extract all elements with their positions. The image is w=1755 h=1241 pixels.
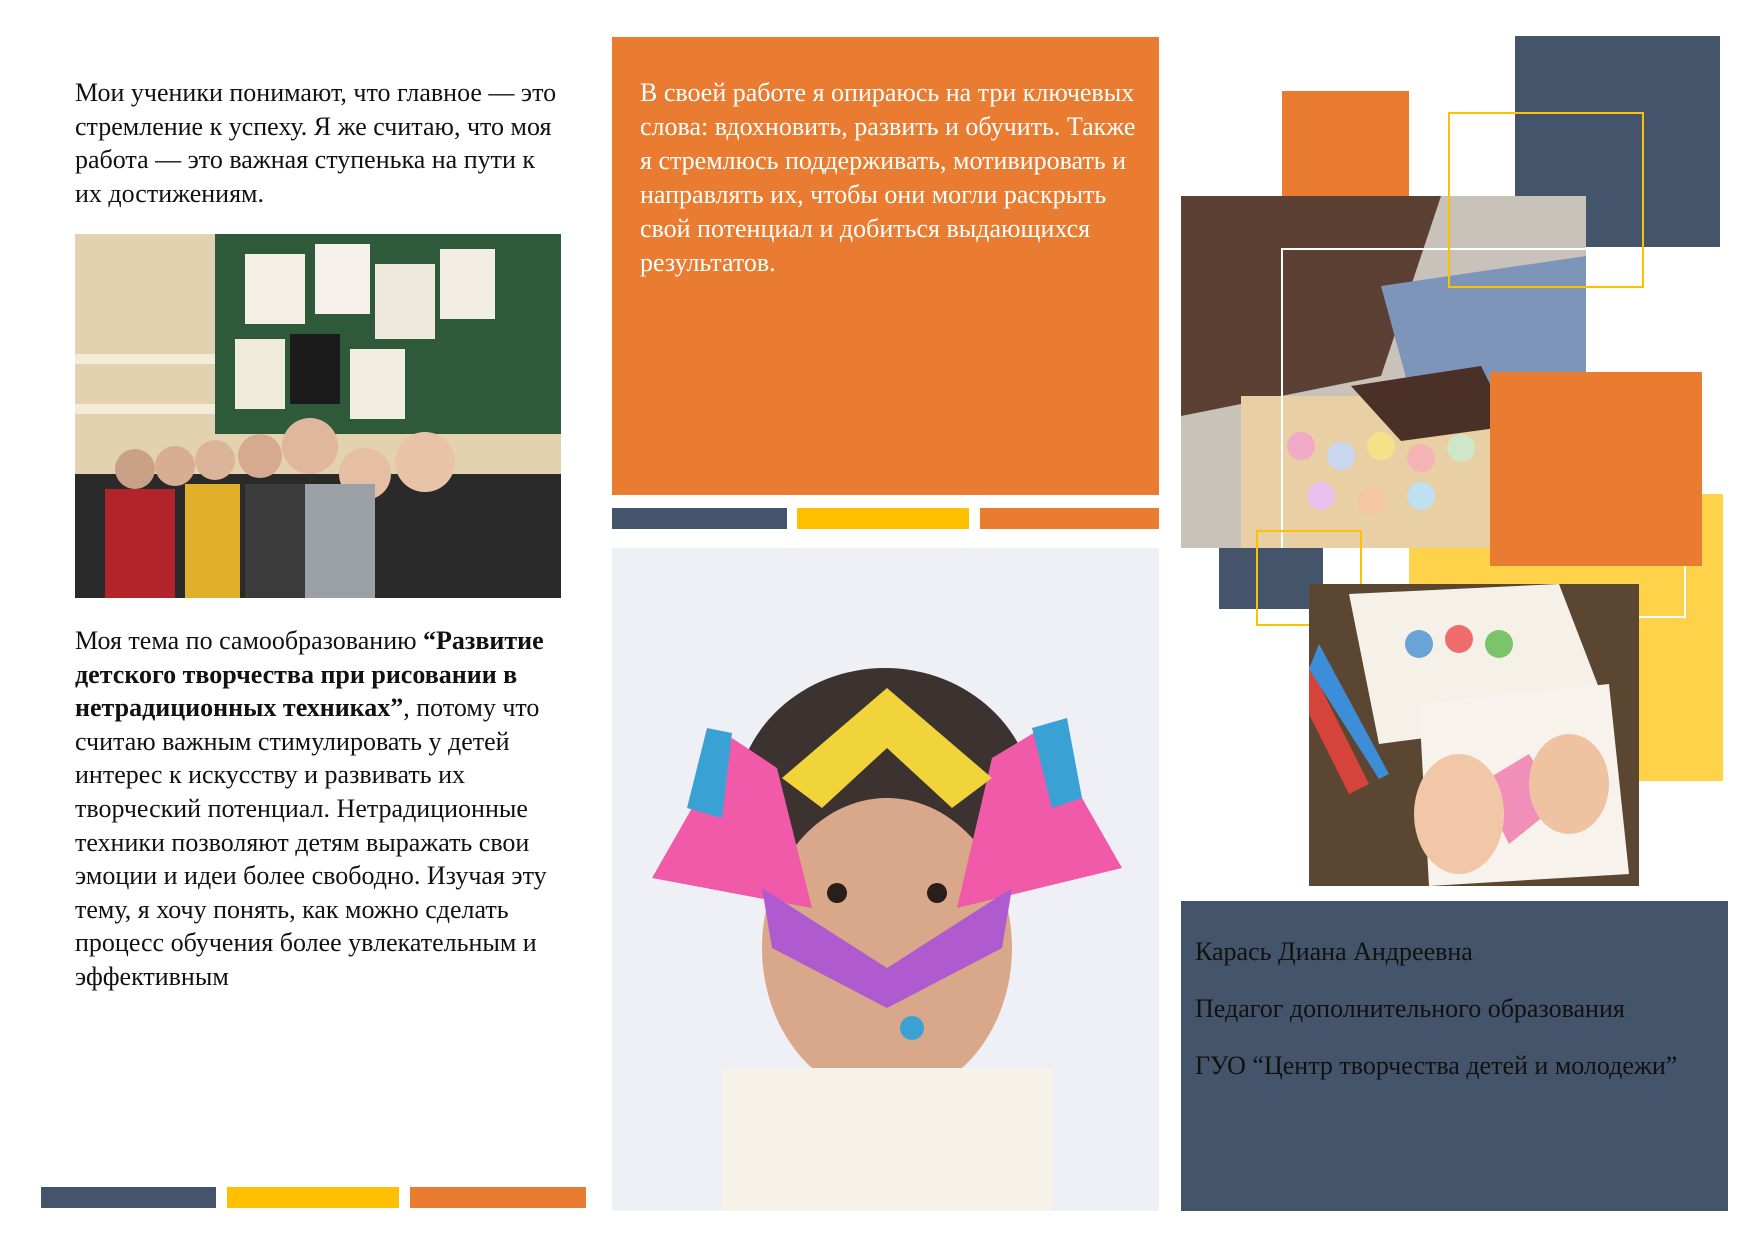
topic-body: , потому что считаю важным стимулировать у детей интерес к искусству и развивать их творческий потенциал. Нетрадиционные техники позволяют детям выражать свои эмоции и идеи более свободно. Изучая эту тему, я хочу понять, как можно сделать процесс обучения более увлекательным и эффективным <box>75 693 547 991</box>
child-drawing-photo <box>1309 584 1639 886</box>
yellow-outline-square-top <box>1448 112 1644 288</box>
intro-paragraph: Мои ученики понимают, что главное — это стремление к успеху. Я же считаю, что моя работа — это важная ступенька на пути к их достижениям. <box>75 78 557 208</box>
author-position: Педагог дополнительного образования <box>1195 994 1625 1023</box>
divider-bar-navy <box>612 508 787 529</box>
author-organization: ГУО “Центр творчества детей и молодежи” <box>1195 1051 1678 1080</box>
footer-bar-yellow-left <box>227 1187 399 1208</box>
footer-bar-orange-left <box>410 1187 586 1208</box>
author-name: Карась Диана Андреевна <box>1195 937 1473 966</box>
footer-bar-navy-left <box>41 1187 216 1208</box>
divider-bar-orange <box>980 508 1159 529</box>
orange-square-middle <box>1490 372 1702 566</box>
students-classroom-photo <box>75 234 561 598</box>
topic-title: “Развитие детского творчества при рисовании в нетрадиционных техниках” <box>75 626 544 723</box>
quote-text: В своей работе я опираюсь на три ключевых слова: вдохновить, развить и обучить. Также я стремлюсь поддерживать, мотивировать и направлять их, чтобы они могли раскрыть свой потенциал и добиться выдающихся результатов. <box>640 78 1136 277</box>
divider-bar-yellow <box>797 508 969 529</box>
self-education-topic-paragraph <box>75 624 565 994</box>
orange-square-top <box>1282 91 1409 196</box>
topic-lead: Моя тема по самообразованию <box>75 626 424 655</box>
girl-painted-hands-photo <box>612 548 1159 1211</box>
